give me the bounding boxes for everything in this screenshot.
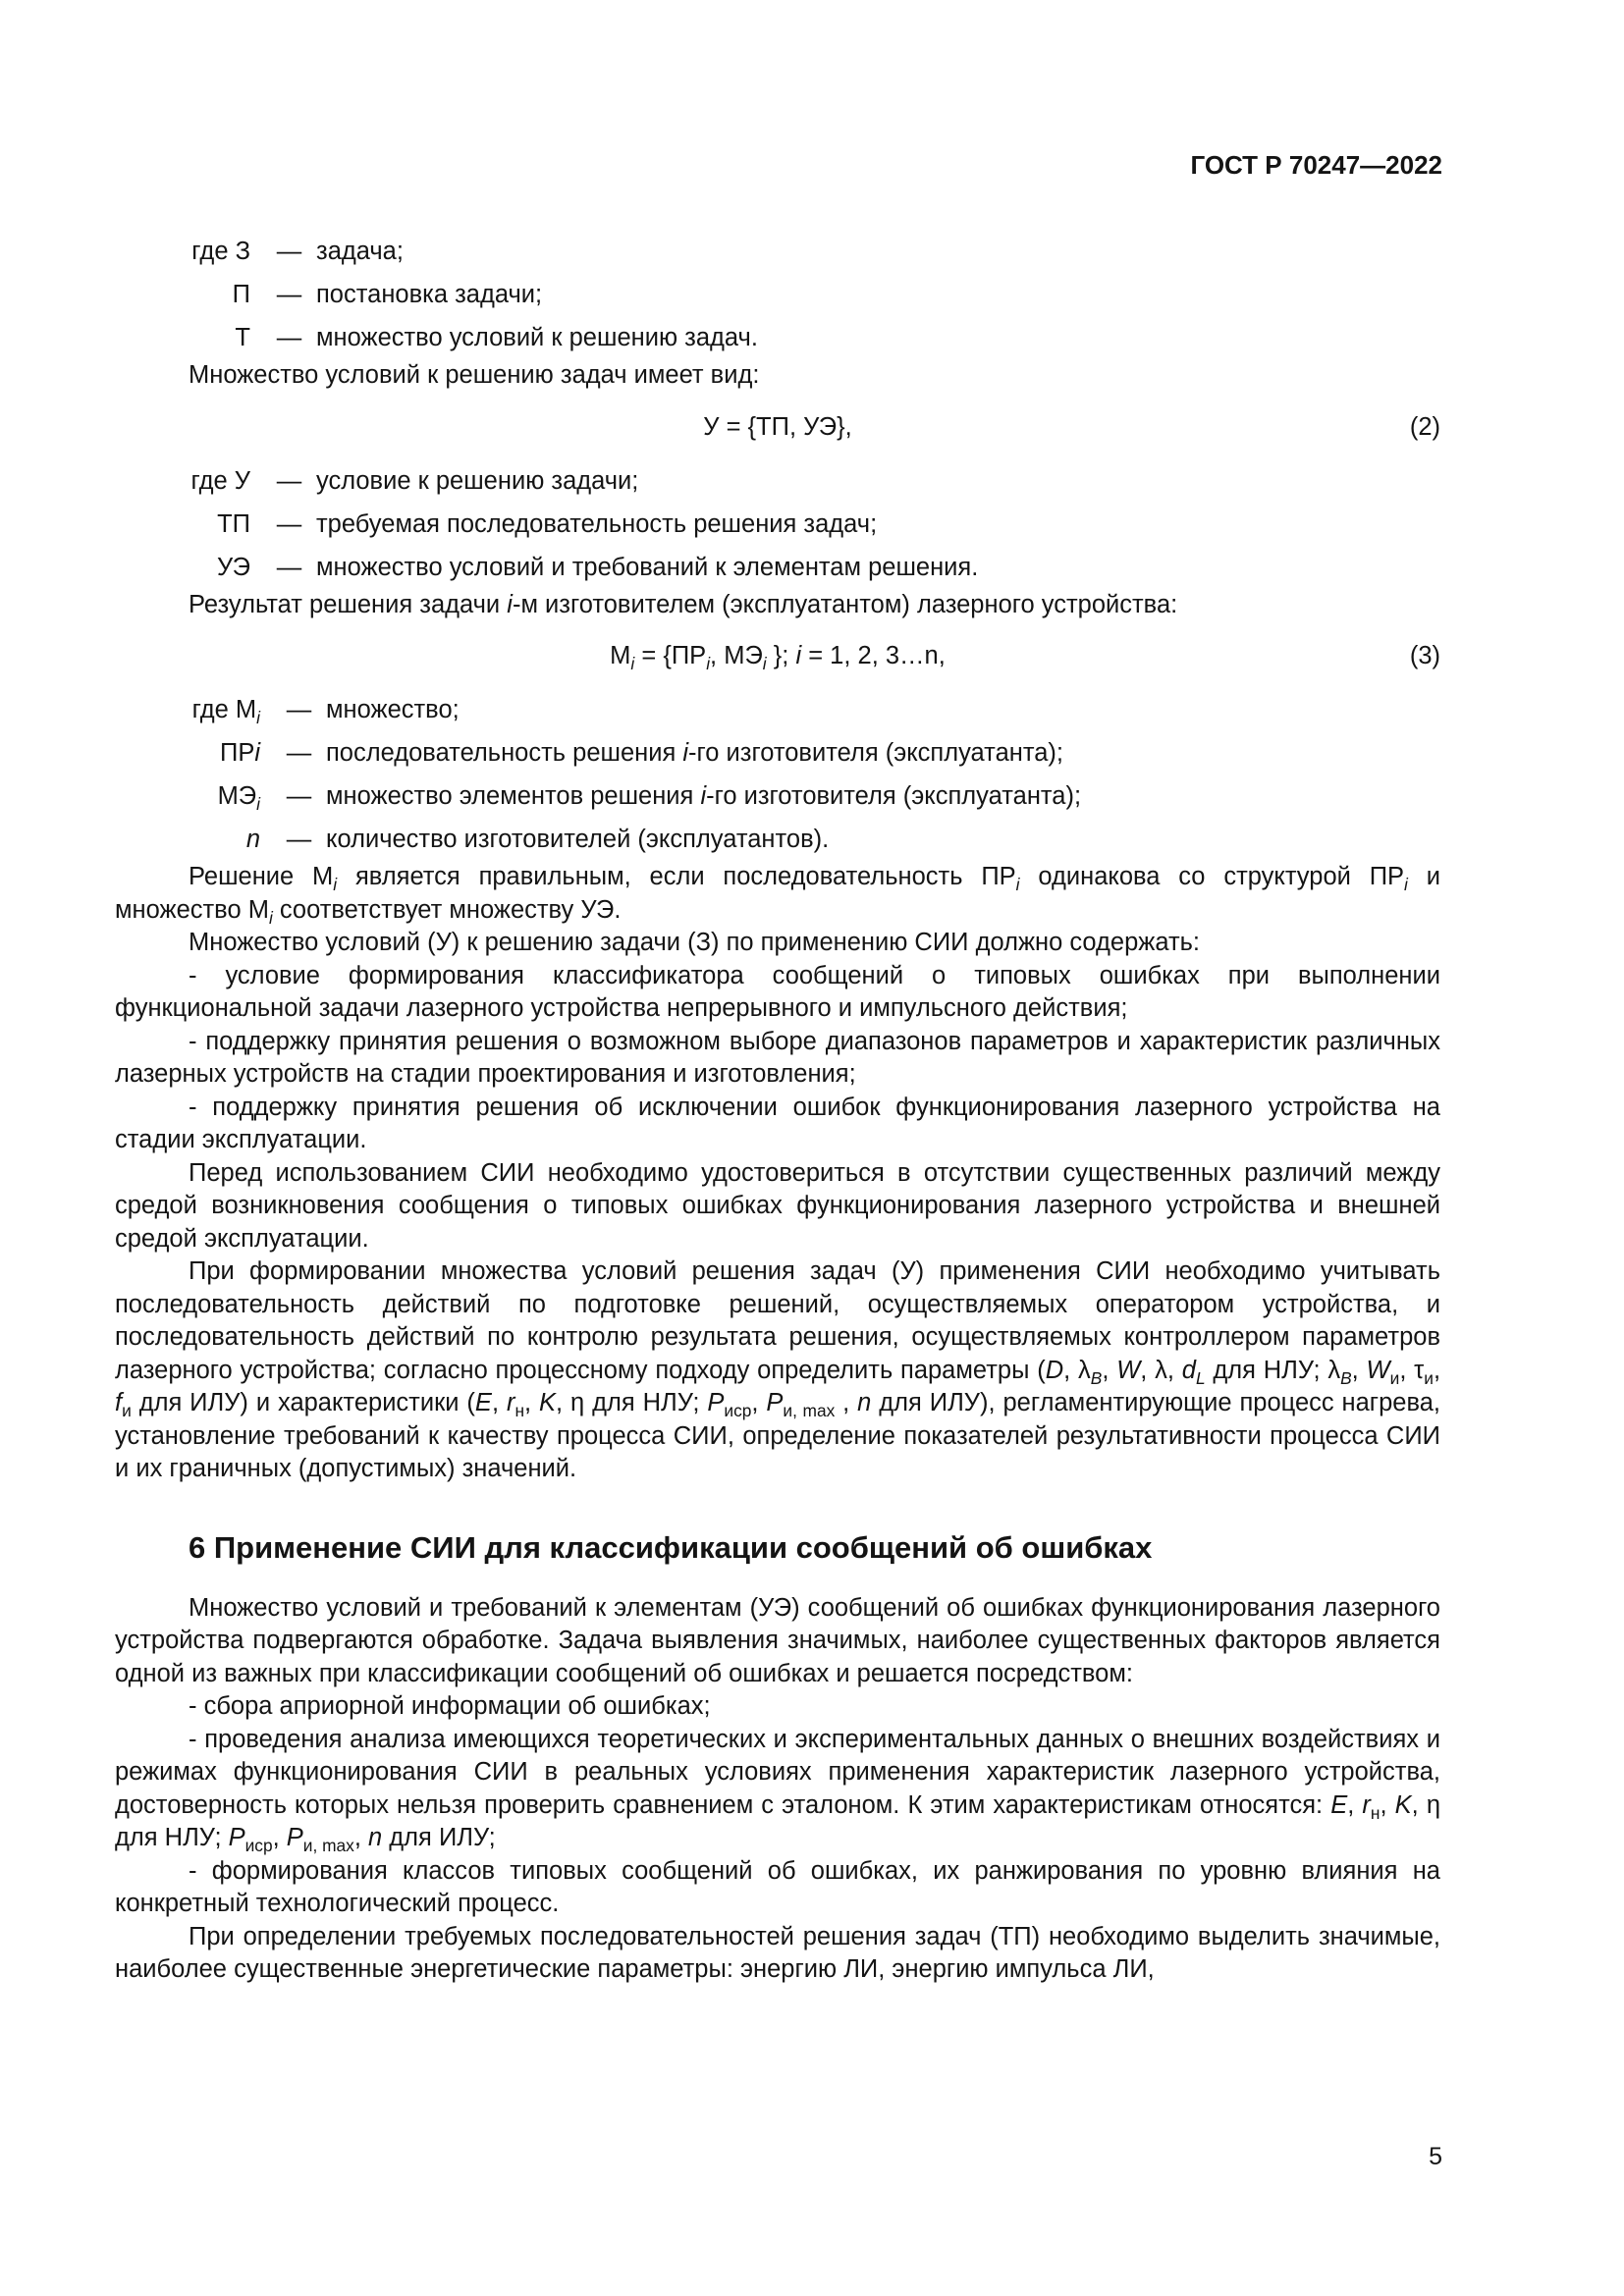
def-dash: — — [276, 509, 302, 538]
def-symbol: n — [245, 826, 260, 853]
paragraph: Множество условий к решению задач имеет вид: — [189, 361, 760, 389]
definitions-list-3 — [115, 692, 1440, 857]
def-symbol: ТП — [217, 509, 250, 538]
def-dash: — — [276, 238, 302, 265]
def-dash: — — [286, 826, 312, 853]
definitions-list-1 — [115, 234, 1440, 355]
def-text: требуемая последовательность решения задач; — [316, 509, 878, 538]
def-dash: — — [286, 696, 312, 723]
def-symbol: где $М_i$ — [191, 696, 260, 728]
paragraph: Результат решения задачи i-м изготовителем (эксплуатантом) лазерного устройства: — [189, 590, 1178, 618]
definitions-list-2 — [115, 463, 1440, 585]
def-symbol: УЭ — [217, 553, 250, 581]
def-text: множество; — [326, 696, 460, 723]
def-text: последовательность решения i-го изготовителя (эксплуатанта); — [326, 739, 1063, 767]
def-symbol: ПРi — [219, 739, 260, 767]
def-symbol: Т — [235, 324, 250, 351]
def-dash: — — [286, 782, 312, 810]
def-dash: — — [276, 466, 302, 495]
paragraph: При формировании множества условий решения задач (У) применения СИИ необходимо учитывать последовательность действий по подготовке решений, осуществляемых оператором устройства, и последовательность действий по контролю результата решения, осуществляемых контроллером параметров лазерного устройства; согласно процессному подходу определить параметры (D, $\lambda_B$, W, λ, $d_L$ для НЛУ; $\lambda_B$, $W_и$, $\tau_и$, $f_и$ для ИЛУ) и характеристики (E, $r_н$, K, η для НЛУ; $P_{иср}$, $P_{и, max}$ , n для ИЛУ), регламентирующие процесс нагрева, установление требований к качеству процесса СИИ, определение показателей результативности процесса СИИ и их граничных (допустимых) значений. — [115, 1257, 1441, 1482]
formula-expression: У = {ТП, УЭ}, — [703, 412, 852, 441]
formula-2 — [115, 408, 1440, 446]
bullet-item: - поддержку принятия решения об исключении ошибок функционирования лазерного устройства на стадии эксплуатации. — [115, 1093, 1440, 1153]
def-symbol: где У — [190, 466, 250, 495]
document-header: ГОСТ Р 70247—2022 — [1190, 150, 1442, 180]
page-number: 5 — [1429, 2143, 1442, 2170]
paragraph: Решение $М_i$ является правильным, если последовательность $ПР_i$ одинакова со структурой $ПР_i$ и множество $М_i$ соответствует множеству УЭ. — [115, 863, 1440, 928]
formula-expression: $М_i = \{ПР_i$, $МЭ_i$ }; i = 1, 2, 3…n, — [610, 642, 946, 674]
def-text: постановка задачи; — [316, 281, 543, 308]
def-dash: — — [286, 739, 312, 767]
bullet-item: - поддержку принятия решения о возможном выборе диапазонов параметров и характеристик различных лазерных устройств на стадии проектирования и изготовления; — [115, 1027, 1440, 1088]
def-symbol: $МЭ_i$ — [217, 782, 260, 815]
paragraph: Множество условий и требований к элементам (УЭ) сообщений об ошибках функционирования лазерного устройства подвергаются обработке. Задача выявления значимых, наиболее существенных факторов является одной из важных при классификации сообщений об ошибках и решается посредством: — [115, 1593, 1440, 1687]
bullet-item: - условие формирования классификатора сообщений о типовых ошибках при выполнении функциональной задачи лазерного устройства непрерывного и импульсного действия; — [115, 961, 1440, 1022]
def-text: задача; — [316, 238, 404, 265]
def-symbol: где З — [191, 238, 250, 265]
section-heading: 6 Применение СИИ для классификации сообщений об ошибках — [189, 1529, 1153, 1565]
formula-number: (3) — [1409, 642, 1440, 669]
def-symbol: П — [232, 281, 250, 308]
bullet-item: - проведения анализа имеющихся теоретических и экспериментальных данных о внешних воздействиях и режимах функционирования СИИ в реальных условиях применения характеристик лазерного устройства, достоверность которых нельзя проверить сравнением с эталоном. К этим характеристикам относятся: E, $r_н$, K, η для НЛУ; $P_{иср}$, $P_{и, max}$, n для ИЛУ; — [115, 1725, 1441, 1856]
paragraph: При определении требуемых последовательностей решения задач (ТП) необходимо выделить значимые, наиболее существенные энергетические параметры: энергию ЛИ, энергию импульса ЛИ, — [115, 1922, 1440, 1983]
formula-number: (2) — [1409, 412, 1440, 441]
paragraph: Множество условий (У) к решению задачи (З) по применению СИИ должно содержать: — [189, 929, 1200, 956]
def-dash: — — [276, 324, 302, 351]
bullet-item: - формирования классов типовых сообщений об ошибках, их ранжирования по уровню влияния на конкретный технологический процесс. — [115, 1856, 1440, 1917]
page-content — [115, 234, 1440, 1987]
formula-3 — [115, 637, 1440, 674]
def-dash: — — [276, 553, 302, 581]
paragraph: Перед использованием СИИ необходимо удостовериться в отсутствии существенных различий между средой возникновения сообщения о типовых ошибках функционирования лазерного устройства и внешней средой эксплуатации. — [115, 1158, 1440, 1253]
def-text: множество элементов решения i-го изготовителя (эксплуатанта); — [326, 782, 1082, 810]
def-dash: — — [276, 281, 302, 308]
bullet-item: - сбора априорной информации об ошибках; — [189, 1692, 711, 1720]
def-text: условие к решению задачи; — [316, 466, 639, 495]
def-text: множество условий к решению задач. — [316, 324, 758, 351]
def-text: количество изготовителей (эксплуатантов). — [326, 826, 830, 853]
def-text: множество условий и требований к элементам решения. — [316, 553, 979, 581]
